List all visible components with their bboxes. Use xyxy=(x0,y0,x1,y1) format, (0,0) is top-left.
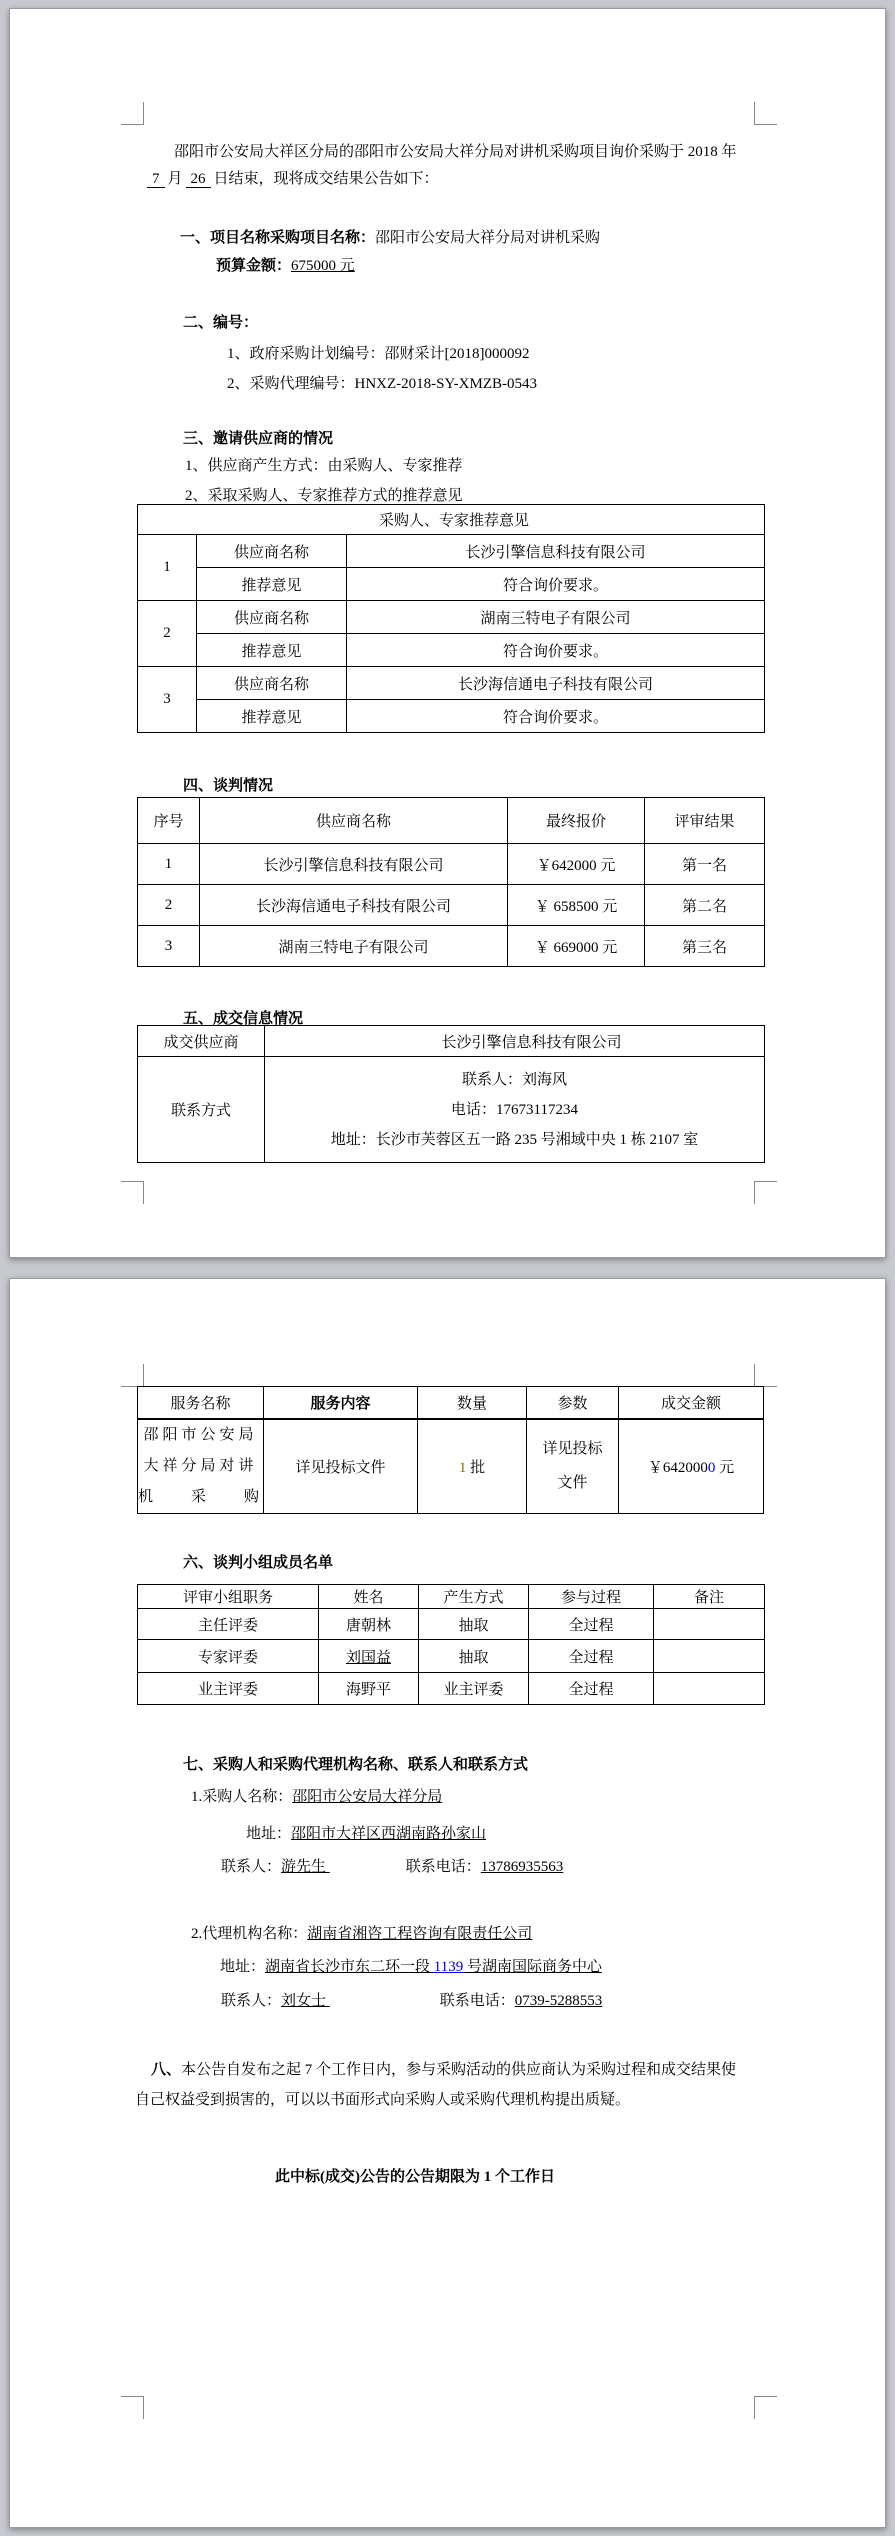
service-content-cell: 详见投标文件 xyxy=(264,1419,418,1514)
table-header-row xyxy=(138,1387,764,1419)
amount-run: ￥642000 xyxy=(647,1459,708,1476)
contact-address-line: 地址：长沙市芙蓉区五一路 235 号湘域中央 1 栋 2107 室 xyxy=(330,1131,699,1148)
text-run: 日结束，现将成交结果公告如下： xyxy=(213,171,439,187)
row-index-cell: 3 xyxy=(138,667,197,733)
column-header: 数量 xyxy=(418,1387,527,1419)
final-price-cell: ￥ 658500 元 xyxy=(508,885,645,926)
supplier-name-label-cell: 供应商名称 xyxy=(197,601,347,634)
table-row xyxy=(138,1609,765,1640)
page-1 xyxy=(9,8,886,1258)
buyer-phone-value: 13786935563 xyxy=(480,1859,564,1875)
column-header: 参数 xyxy=(527,1387,619,1419)
table-row xyxy=(138,1673,765,1705)
table-row xyxy=(138,1419,764,1514)
recommendation-table xyxy=(137,504,765,733)
opinion-cell: 符合询价要求。 xyxy=(347,700,765,733)
table-row xyxy=(138,1640,765,1673)
buyer-address-value: 邵阳市大祥区西湖南路孙家山 xyxy=(291,1826,487,1842)
section8-line-2: 自己权益受到损害的，可以以书面形式向采购人或采购代理机构提出质疑。 xyxy=(135,2092,631,2108)
row-index-cell: 3 xyxy=(138,926,200,967)
agency-phone-label: 联系电话： xyxy=(439,1993,515,2009)
section8-text-run: 本公告自发布之起 7 个工作日内，参与采购活动的供应商认为采购过程和成交结果使 xyxy=(181,2062,737,2078)
contact-label-cell: 联系方式 xyxy=(138,1057,265,1163)
agency-name-line xyxy=(191,1924,532,1944)
panel-name-cell: 唐朝林 xyxy=(319,1609,419,1640)
params-cell xyxy=(527,1419,619,1514)
amount-unit: 元 xyxy=(715,1459,735,1476)
page-2 xyxy=(9,1278,886,2528)
supplier-name-cell: 长沙海信通电子科技有限公司 xyxy=(200,885,508,926)
contact-phone-line: 电话：17673117234 xyxy=(451,1101,578,1118)
table-row xyxy=(138,568,765,601)
section5-heading: 五、成交信息情况 xyxy=(183,1011,304,1027)
quantity-unit: 批 xyxy=(466,1459,486,1476)
section6-heading: 六、谈判小组成员名单 xyxy=(183,1555,334,1571)
agency-address-pre: 湖南省长沙市东二环一段 xyxy=(265,1959,434,1975)
panel-role-cell: 专家评委 xyxy=(138,1640,319,1673)
section1-label: 一、项目名称采购项目名称： xyxy=(180,230,376,246)
params-line: 详见投标 xyxy=(542,1441,603,1457)
params-line: 文件 xyxy=(557,1475,588,1491)
service-name-cell: 邵阳市公安局大祥分局对讲机采购 xyxy=(138,1419,264,1514)
agency-address-post: 号湖南国际商务中心 xyxy=(463,1959,602,1975)
section7-heading: 七、采购人和采购代理机构名称、联系人和联系方式 xyxy=(183,1757,529,1773)
amount-edited-digit: 0 xyxy=(707,1459,716,1476)
panel-method-cell: 抽取 xyxy=(419,1640,529,1673)
section3-item-2: 2、采取采购人、专家推荐方式的推荐意见 xyxy=(185,488,463,504)
contact-details-cell xyxy=(265,1057,765,1163)
section8-line-1 xyxy=(135,2055,780,2085)
intro-paragraph xyxy=(144,139,737,193)
panel-note-cell xyxy=(654,1640,765,1673)
buyer-contact-value: 游先生 xyxy=(281,1859,330,1875)
agency-name-label: 2.代理机构名称： xyxy=(191,1926,308,1942)
award-amount-cell xyxy=(619,1419,764,1514)
panel-name-cell xyxy=(319,1640,419,1673)
supplier-name-cell: 长沙引擎信息科技有限公司 xyxy=(200,844,508,885)
row-index-cell: 1 xyxy=(138,535,197,601)
final-price-cell: ￥642000 元 xyxy=(508,844,645,885)
buyer-contact-line xyxy=(221,1857,563,1877)
table-row xyxy=(138,1026,765,1057)
column-header: 序号 xyxy=(138,798,200,844)
final-price-cell: ￥ 669000 元 xyxy=(508,926,645,967)
panel-name-underlined: 刘国益 xyxy=(345,1649,391,1666)
section2-heading: 二、编号： xyxy=(183,315,259,331)
margin-mark-top-right-icon xyxy=(754,102,777,125)
buyer-name-value: 邵阳市公安局大祥分局 xyxy=(292,1789,443,1805)
section1-project-name: 邵阳市公安局大祥分局对讲机采购 xyxy=(375,230,601,246)
opinion-label-cell: 推荐意见 xyxy=(197,634,347,667)
table-row xyxy=(138,700,765,733)
panel-method-cell: 业主评委 xyxy=(419,1673,529,1705)
agency-phone-value: 0739-5288553 xyxy=(514,1993,603,2009)
column-header: 姓名 xyxy=(319,1585,419,1609)
column-header: 服务内容 xyxy=(264,1387,418,1419)
section4-heading: 四、谈判情况 xyxy=(183,778,274,794)
table-row xyxy=(138,634,765,667)
margin-mark-bottom-right-icon xyxy=(754,1181,777,1204)
column-header: 成交金额 xyxy=(619,1387,764,1419)
panel-note-cell xyxy=(654,1673,765,1705)
table-row xyxy=(138,601,765,634)
announcement-period-note: 此中标(成交)公告的公告期限为 1 个工作日 xyxy=(275,2169,555,2185)
supplier-name-cell: 湖南三特电子有限公司 xyxy=(200,926,508,967)
section2-item-2: 2、采购代理编号：HNXZ-2018-SY-XMZB-0543 xyxy=(227,376,537,392)
section8-paragraph xyxy=(135,2055,780,2115)
supplier-name-cell: 湖南三特电子有限公司 xyxy=(347,601,765,634)
award-supplier-name-cell: 长沙引擎信息科技有限公司 xyxy=(265,1026,765,1057)
column-header: 供应商名称 xyxy=(200,798,508,844)
date-month-value: 7 xyxy=(147,171,165,188)
panel-note-cell xyxy=(654,1609,765,1640)
panel-participation-cell: 全过程 xyxy=(529,1673,654,1705)
table-row xyxy=(138,926,765,967)
buyer-contact-label: 联系人： xyxy=(221,1859,282,1875)
supplier-name-cell: 长沙引擎信息科技有限公司 xyxy=(347,535,765,568)
column-header: 产生方式 xyxy=(419,1585,529,1609)
table-row xyxy=(138,844,765,885)
opinion-label-cell: 推荐意见 xyxy=(197,568,347,601)
section1-heading xyxy=(180,228,600,248)
date-day-value: 26 xyxy=(186,171,211,188)
recommendation-table-title: 采购人、专家推荐意见 xyxy=(138,505,765,535)
opinion-label-cell: 推荐意见 xyxy=(197,700,347,733)
agency-contact-line xyxy=(221,1991,602,2011)
margin-mark-top-left-icon xyxy=(121,1364,144,1387)
section3-item-1: 1、供应商产生方式：由采购人、专家推荐 xyxy=(185,458,463,474)
intro-line-2 xyxy=(144,166,737,193)
column-header: 最终报价 xyxy=(508,798,645,844)
column-header: 参与过程 xyxy=(529,1585,654,1609)
panel-role-cell: 业主评委 xyxy=(138,1673,319,1705)
contact-person-line: 联系人：刘海风 xyxy=(461,1071,567,1088)
opinion-cell: 符合询价要求。 xyxy=(347,568,765,601)
row-index-cell: 1 xyxy=(138,844,200,885)
panel-name-cell: 海野平 xyxy=(319,1673,419,1705)
supplier-name-label-cell: 供应商名称 xyxy=(197,667,347,700)
quantity-number: 1 xyxy=(458,1459,467,1476)
agency-contact-value: 刘女士 xyxy=(281,1993,330,2009)
supplier-name-label-cell: 供应商名称 xyxy=(197,535,347,568)
table-row xyxy=(138,1057,765,1163)
section8-number: 八、 xyxy=(151,2062,182,2078)
margin-mark-top-left-icon xyxy=(121,102,144,125)
margin-mark-top-right-icon xyxy=(754,1364,777,1387)
column-header: 服务名称 xyxy=(138,1387,264,1419)
panel-method-cell: 抽取 xyxy=(419,1609,529,1640)
margin-mark-bottom-left-icon xyxy=(121,2396,144,2419)
panel-participation-cell: 全过程 xyxy=(529,1640,654,1673)
supplier-name-cell: 长沙海信通电子科技有限公司 xyxy=(347,667,765,700)
intro-line-1: 邵阳市公安局大祥区分局的邵阳市公安局大祥分局对讲机采购项目询价采购于 2018 年 xyxy=(174,144,737,160)
agency-name-value: 湖南省湘咨工程咨询有限责任公司 xyxy=(307,1926,533,1942)
row-index-cell: 2 xyxy=(138,885,200,926)
agency-address-number: 1139 xyxy=(433,1959,464,1975)
table-header-row xyxy=(138,798,765,844)
section3-heading: 三、邀请供应商的情况 xyxy=(183,431,334,447)
quantity-cell xyxy=(418,1419,527,1514)
buyer-name-line xyxy=(191,1787,442,1807)
buyer-address-line xyxy=(246,1824,486,1844)
column-header: 评审小组职务 xyxy=(138,1585,319,1609)
panel-members-table xyxy=(137,1584,765,1705)
opinion-cell: 符合询价要求。 xyxy=(347,634,765,667)
agency-contact-label: 联系人： xyxy=(221,1993,282,2009)
row-index-cell: 2 xyxy=(138,601,197,667)
award-info-table xyxy=(137,1025,765,1163)
column-header: 评审结果 xyxy=(645,798,765,844)
service-table xyxy=(137,1386,764,1514)
buyer-phone-label: 联系电话： xyxy=(405,1859,481,1875)
panel-role-cell: 主任评委 xyxy=(138,1609,319,1640)
negotiation-table xyxy=(137,797,765,967)
text-run: 月 xyxy=(167,171,183,187)
panel-participation-cell: 全过程 xyxy=(529,1609,654,1640)
table-row xyxy=(138,667,765,700)
buyer-address-label: 地址： xyxy=(246,1826,292,1842)
table-header-row xyxy=(138,1585,765,1609)
margin-mark-bottom-right-icon xyxy=(754,2396,777,2419)
table-row xyxy=(138,535,765,568)
column-header: 备注 xyxy=(654,1585,765,1609)
agency-address-label: 地址： xyxy=(220,1959,266,1975)
agency-address-line xyxy=(220,1957,602,1977)
section2-item-1: 1、政府采购计划编号：邵财采计[2018]000092 xyxy=(227,346,530,362)
table-row xyxy=(138,505,765,535)
review-result-cell: 第二名 xyxy=(645,885,765,926)
budget-line xyxy=(216,256,355,276)
buyer-name-label: 1.采购人名称： xyxy=(191,1789,293,1805)
review-result-cell: 第一名 xyxy=(645,844,765,885)
margin-mark-bottom-left-icon xyxy=(121,1181,144,1204)
budget-value: 675000 元 xyxy=(291,258,355,274)
award-supplier-label-cell: 成交供应商 xyxy=(138,1026,265,1057)
table-row xyxy=(138,885,765,926)
review-result-cell: 第三名 xyxy=(645,926,765,967)
budget-label: 预算金额： xyxy=(216,258,292,274)
